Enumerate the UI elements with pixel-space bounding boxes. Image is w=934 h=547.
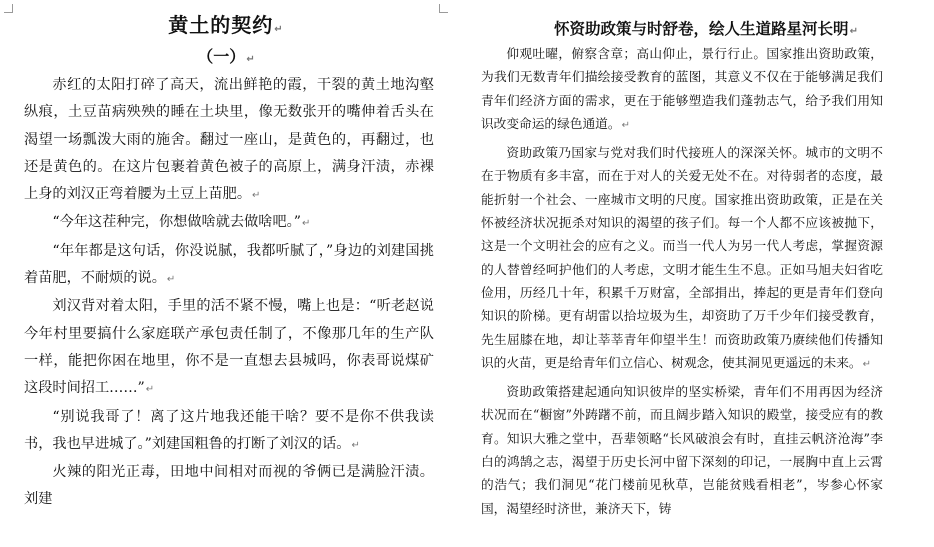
right-page-body	[481, 42, 883, 520]
paragraph: 火辣的阳光正毒，田地中间相对而视的爷俩已是满脸汗渍。刘建	[24, 464, 434, 508]
paragraph-mark-icon: ↵	[274, 24, 284, 35]
paragraph: “别说我哥了！离了这片地我还能干啥？要不是你不供我读书，我也早进城了。”刘建国粗鲁的打断了刘汉的话。↵	[24, 408, 434, 452]
paragraph-mark-icon: ↵	[252, 190, 261, 202]
left-document-page	[0, 0, 452, 547]
left-page-subtitle: （一）↵	[197, 47, 255, 66]
paragraph: “今年这茬种完，你想做啥就去做啥吧。”↵	[52, 214, 311, 231]
paragraph-mark-icon: ↵	[351, 439, 360, 451]
left-page-body	[24, 72, 434, 514]
paragraph: 赤红的太阳打碎了高天，流出鲜艳的霞，干裂的黄土地沟壑纵痕，土豆苗病殃殃的睡在土块里，像无数张开的嘴伸着舌头在渴望一场瓢泼大雨的施舍。翻过一座山，是黄色的，再翻过，也还是黄色的。在这片包裹着黄色被子的高原上，满身汗渍，赤裸上身的刘汉正弯着腰为土豆上苗肥。↵	[24, 77, 434, 203]
paragraph: “年年都是这句话，你没说腻，我都听腻了，”身边的刘建国挑着苗肥，不耐烦的说。↵	[24, 242, 434, 287]
paragraph: 资助政策搭建起通向知识彼岸的坚实桥梁，青年们不用再因为经济状况而在“橱窗”外踌躇不前，而且阔步踏入知识的殿堂，接受应有的教育。知识大雅之堂中，吾辈领略“长风破浪会有时，直挂云帆济沧海”李白的鸿鹄之志，渴望于历史长河中留下深刻的印记，一展胸中直上云霄的浩气；我们洞见“花门楼前见秋草，岂能贫贱看相老”，岑参心怀家国，渴望经时济世，兼济天下，铸	[481, 384, 883, 516]
paragraph: 仰观吐曜，俯察含章；高山仰止，景行行止。国家推出资助政策，为我们无数青年们描绘接受教育的蓝图，其意义不仅在于能够满足我们青年们经济方面的需求，更在于能够塑造我们蓬勃志气，给予我们用知识改变命运的绿色通道。↵	[481, 46, 883, 131]
page-gutter	[452, 0, 478, 547]
paragraph-mark-icon: ↵	[849, 26, 858, 37]
paragraph: 资助政策乃国家与党对我们时代接班人的深深关怀。城市的文明不在于物质有多丰富，而在于对人的关爱无处不在。对待弱者的态度，最能折射一个社会、一座城市文明的尺度。国家推出资助政策，正是在关怀被经济状况扼杀对知识的渴望的孩子们。每一个人都不应该被抛下，这是一个文明社会的应有之义。而当一代人为另一代人考虑，掌握资源的人替曾经呵护他们的人考虑，文明才能生生不息。正如马旭夫妇省吃俭用，历经几十年，积累千万财富，全部捐出，捧起的更是青年们登向知识的阶梯。更有胡雷以拾垃圾为生，却资助了万千少年们接受教育，先生屈膝在地，却让莘莘青年仰望半生！而资助政策乃赓续他们传播知识的火苗，更是给青年们立信心、树观念，使其洞见更遥远的未来。↵	[481, 145, 883, 370]
paragraph: 刘汉背对着太阳，手里的活不紧不慢，嘴上也是：“听老赵说今年村里要搞什么家庭联产承包责任制了，不像那几年的生产队一样，能把你困在地里，你不是一直想去县城吗，你表哥说煤矿这段时间招工……”↵	[24, 298, 434, 397]
paragraph-mark-icon: ↵	[145, 384, 155, 396]
paragraph-mark-icon: ↵	[166, 274, 176, 286]
paragraph-mark-icon: ↵	[246, 54, 255, 65]
right-page-title: 怀资助政策与时舒卷，绘人生道路星河长明↵	[554, 19, 858, 38]
paragraph-mark-icon: ↵	[862, 358, 872, 370]
paragraph-mark-icon: ↵	[621, 119, 630, 131]
right-document-page	[478, 0, 934, 547]
left-page-title: 黄土的契约↵	[168, 13, 284, 37]
paragraph-mark-icon: ↵	[302, 218, 311, 230]
